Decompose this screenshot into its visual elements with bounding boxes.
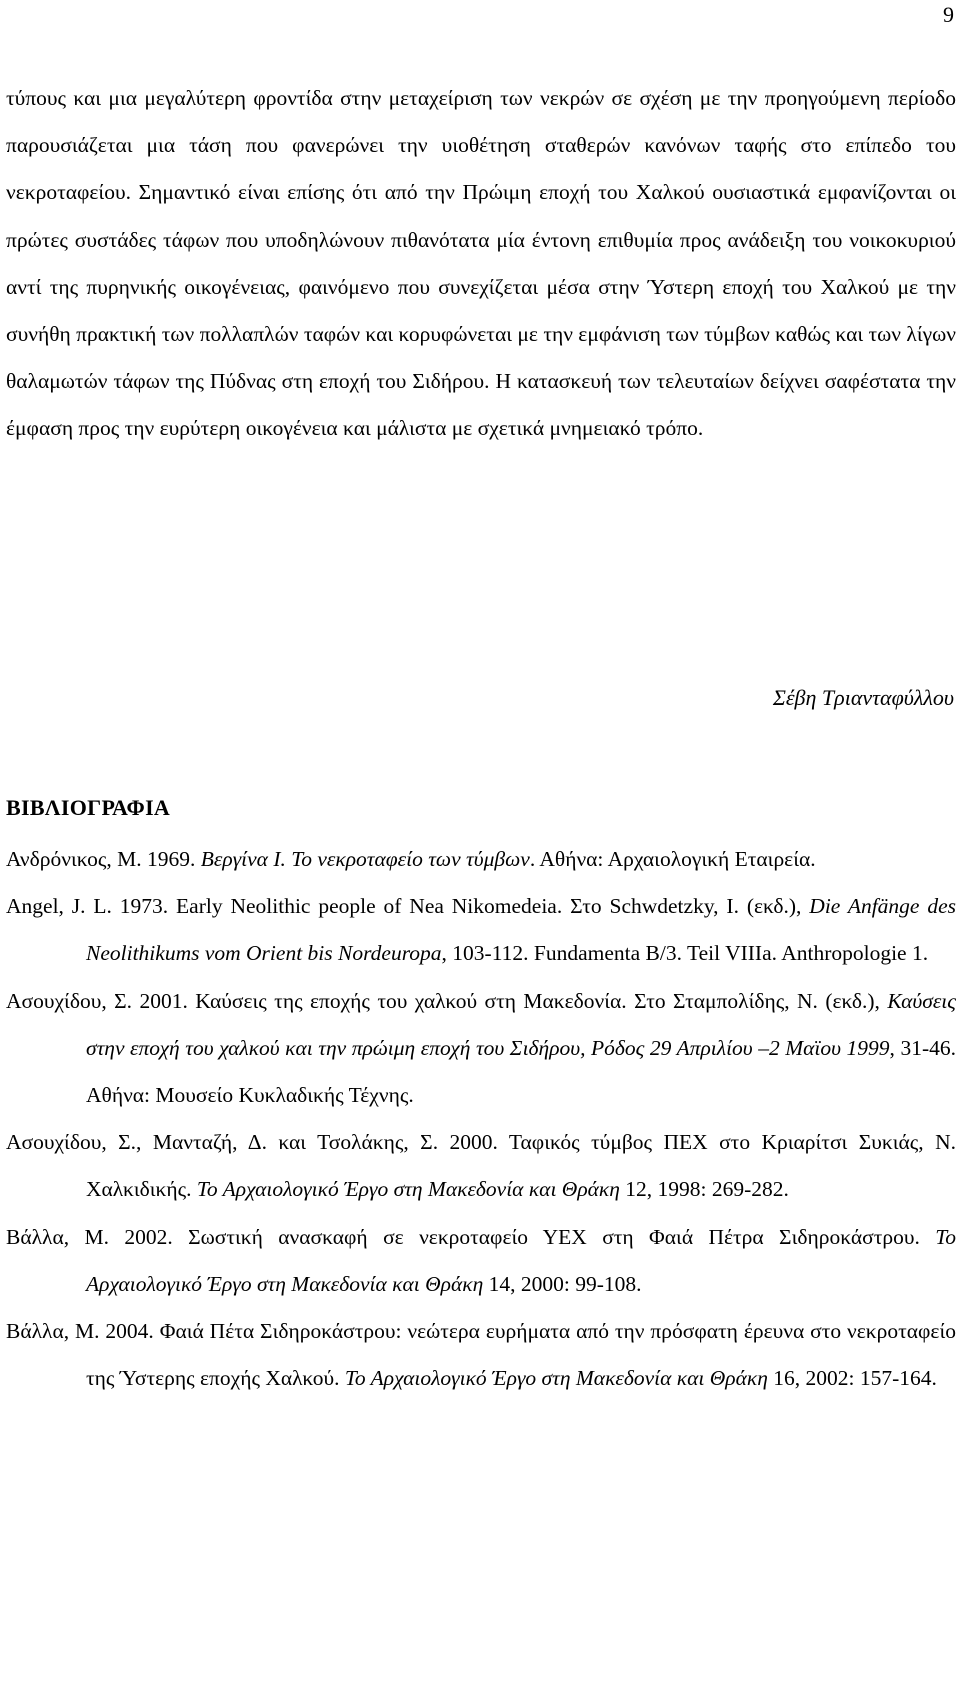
reference-entry (6, 1119, 956, 1213)
page-number: 9 (943, 2, 954, 27)
reference-text: Ασουχίδου, Σ. 2001. Καύσεις της εποχής του χαλκού στη Μακεδονία. Στο Σταμπολίδης, Ν. (εκδ.), (6, 988, 888, 1013)
reference-title: Το Αρχαιολογικό Έργο στη Μακεδονία και Θράκη (344, 1366, 768, 1391)
reference-text: , 103-112. Fundamenta B/3. Teil VIIIa. Anthropologie 1. (441, 941, 929, 966)
body-paragraph: τύπους και μια μεγαλύτερη φροντίδα στην μεταχείριση των νεκρών σε σχέση με την προηγούμενη περίοδο παρουσιάζεται μια τάση που φανερώνει την υιοθέτηση σταθερών κανόνων ταφής στο επίπεδο του νεκροταφείου. Σημαντικό είναι επίσης ότι από την Πρώιμη εποχή του Χαλκού ουσιαστικά εμφανίζονται οι πρώτες συστάδες τάφων που υποδηλώνουν πιθανότατα μία έντονη επιθυμία προς ανάδειξη του νοικοκυριού αντί της πυρηνικής οικογένειας, φαινόμενο που συνεχίζεται μέσα στην Ύστερη εποχή του Χαλκού με την συνήθη πρακτική των πολλαπλών ταφών και κορυφώνεται με την εμφάνιση των τύμβων καθώς και των λίγων θαλαμωτών τάφων της Πύδνας στη εποχή του Σιδήρου. Η κατασκευή των τελευταίων δείχνει σαφέστατα την έμφαση προς την ευρύτερη οικογένεια και μάλιστα με σχετικά μνημειακό τρόπο. (6, 86, 956, 441)
reference-text: Ασουχίδου, Σ., Μανταζή, Δ. και Τσολάκης, Σ. 2000. Ταφικός τύμβος ΠΕΧ στο Κριαρίτσι Συκιάς, Ν. Χαλκιδικής. (6, 1130, 956, 1202)
reference-text: 12, 1998: 269-282. (619, 1177, 789, 1202)
reference-text: Βάλλα, Μ. 2002. Σωστική ανασκαφή σε νεκροταφείο ΥΕΧ στη Φαιά Πέτρα Σιδηροκάστρου. (6, 1224, 936, 1249)
bibliography-heading: ΒΙΒΛΙΟΓΡΑΦΙΑ (6, 795, 171, 820)
reference-text: , 31-46. Αθήνα: Μουσείο Κυκλαδικής Τέχνης. (86, 1035, 956, 1108)
author-signature: Σέβη Τριανταφύλλου (772, 685, 954, 710)
reference-text: . Αθήνα: Αρχαιολογική Εταιρεία. (529, 847, 816, 871)
reference-title: Καύσεις στην εποχή του χαλκού και την πρώιμη εποχή του Σιδήρου, Ρόδος 29 Απριλίου –2 Μαϊου 1999 (86, 988, 956, 1060)
reference-entry (6, 978, 956, 1120)
reference-text: Βάλλα, Μ. 2004. Φαιά Πέτα Σιδηροκάστρου: νεώτερα ευρήματα από την πρόσφατη έρευνα στο νεκροταφείο της Ύστερης εποχής Χαλκού. (6, 1319, 956, 1391)
reference-text: Ανδρόνικος, Μ. 1969. (6, 847, 201, 871)
reference-entry (6, 836, 956, 883)
reference-entry (6, 1214, 956, 1308)
reference-title: Το Αρχαιολογικό Έργο στη Μακεδονία και Θράκη (86, 1224, 956, 1296)
reference-text: Angel, J. L. 1973. Early Neolithic people of Nea Nikomedeia. Στο Schwdetzky, I. (εκδ.), (6, 894, 810, 919)
reference-entry (6, 1308, 956, 1402)
reference-title: Βεργίνα Ι. Το νεκροταφείο των τύμβων (200, 847, 530, 871)
reference-list (6, 836, 956, 1402)
reference-text: 16, 2002: 157-164. (767, 1366, 937, 1391)
reference-title: Το Αρχαιολογικό Έργο στη Μακεδονία και Θράκη (196, 1177, 620, 1202)
reference-entry (6, 883, 956, 977)
reference-title: Die Anfänge des Neolithikums vom Orient bis Nordeuropa (86, 894, 957, 966)
reference-text: 14, 2000: 99-108. (483, 1271, 642, 1296)
